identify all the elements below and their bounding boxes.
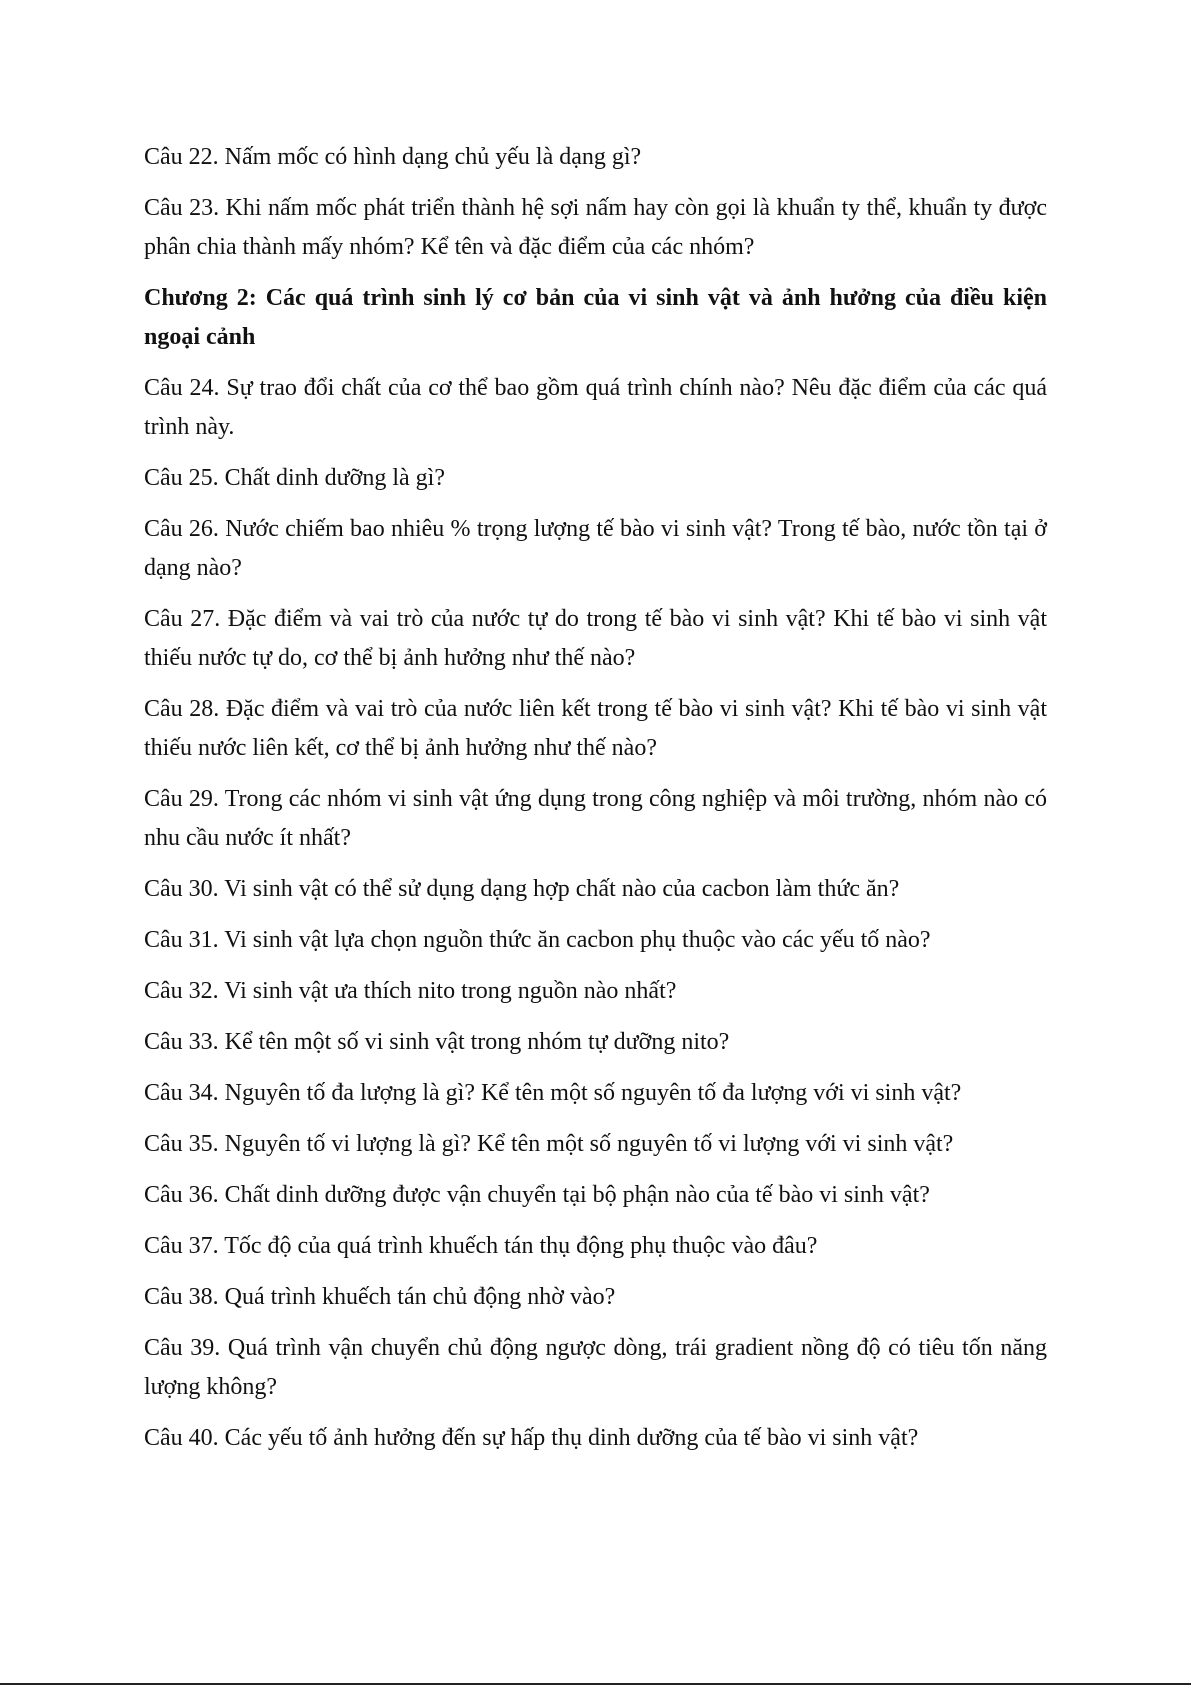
question-25: Câu 25. Chất dinh dưỡng là gì? <box>144 465 445 491</box>
question-35: Câu 35. Nguyên tố vi lượng là gì? Kể tên một số nguyên tố vi lượng với vi sinh vật? <box>144 1131 954 1157</box>
question-28: Câu 28. Đặc điểm và vai trò của nước liên kết trong tế bào vi sinh vật? Khi tế bào vi sinh vật thiếu nước liên kết, cơ thể bị ảnh hưởng như thế nào? <box>144 696 1047 761</box>
question-29: Câu 29. Trong các nhóm vi sinh vật ứng dụng trong công nghiệp và môi trường, nhóm nào có nhu cầu nước ít nhất? <box>144 786 1047 851</box>
question-33: Câu 33. Kể tên một số vi sinh vật trong nhóm tự dưỡng nito? <box>144 1029 730 1055</box>
question-39: Câu 39. Quá trình vận chuyển chủ động ngược dòng, trái gradient nồng độ có tiêu tốn năng lượng không? <box>144 1335 1047 1400</box>
question-38: Câu 38. Quá trình khuếch tán chủ động nhờ vào? <box>144 1284 616 1310</box>
question-32: Câu 32. Vi sinh vật ưa thích nito trong nguồn nào nhất? <box>144 978 677 1004</box>
question-40: Câu 40. Các yếu tố ảnh hưởng đến sự hấp thụ dinh dưỡng của tế bào vi sinh vật? <box>144 1425 919 1451</box>
question-23: Câu 23. Khi nấm mốc phát triển thành hệ sợi nấm hay còn gọi là khuẩn ty thể, khuẩn ty được phân chia thành mấy nhóm? Kể tên và đặc điểm của các nhóm? <box>144 195 1047 260</box>
document-page <box>144 138 1047 1470</box>
question-27: Câu 27. Đặc điểm và vai trò của nước tự do trong tế bào vi sinh vật? Khi tế bào vi sinh vật thiếu nước tự do, cơ thể bị ảnh hưởng như thế nào? <box>144 606 1047 671</box>
question-34: Câu 34. Nguyên tố đa lượng là gì? Kể tên một số nguyên tố đa lượng với vi sinh vật? <box>144 1080 962 1106</box>
question-22: Câu 22. Nấm mốc có hình dạng chủ yếu là dạng gì? <box>144 144 642 170</box>
question-31: Câu 31. Vi sinh vật lựa chọn nguồn thức ăn cacbon phụ thuộc vào các yếu tố nào? <box>144 927 931 953</box>
question-26: Câu 26. Nước chiếm bao nhiêu % trọng lượng tế bào vi sinh vật? Trong tế bào, nước tồn tại ở dạng nào? <box>144 516 1047 581</box>
question-36: Câu 36. Chất dinh dưỡng được vận chuyển tại bộ phận nào của tế bào vi sinh vật? <box>144 1182 930 1208</box>
chapter-2-heading: Chương 2: Các quá trình sinh lý cơ bản của vi sinh vật và ảnh hưởng của điều kiện ngoại cảnh <box>144 285 1047 350</box>
question-30: Câu 30. Vi sinh vật có thể sử dụng dạng hợp chất nào của cacbon làm thức ăn? <box>144 876 900 902</box>
question-24: Câu 24. Sự trao đổi chất của cơ thể bao gồm quá trình chính nào? Nêu đặc điểm của các quá trình này. <box>144 375 1047 440</box>
question-37: Câu 37. Tốc độ của quá trình khuếch tán thụ động phụ thuộc vào đâu? <box>144 1233 818 1259</box>
